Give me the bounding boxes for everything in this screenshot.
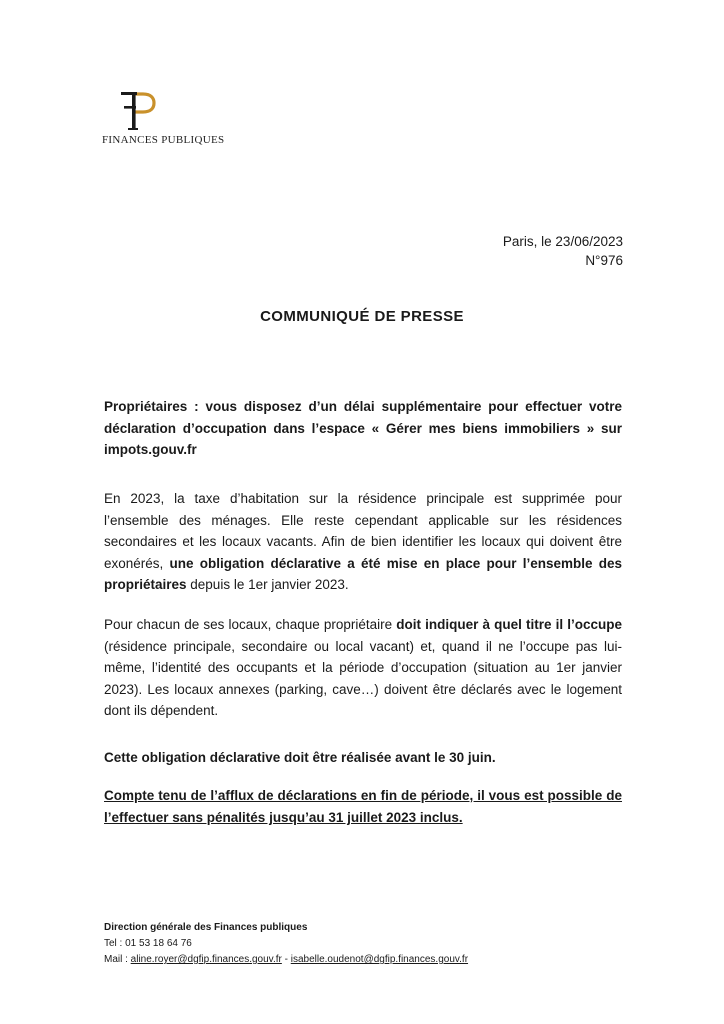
footer-mail (104, 952, 468, 968)
paragraph-text: depuis le 1er janvier 2023. (186, 577, 349, 592)
footer-tel: Tel : 01 53 18 64 76 (104, 938, 192, 949)
paragraph-emphasis: doit indiquer à quel titre il l’occupe (396, 617, 622, 632)
fp-monogram-icon (118, 88, 158, 132)
logo-text: FINANCES PUBLIQUES (102, 134, 225, 146)
lead-paragraph: Propriétaires : vous disposez d’un délai supplémentaire pour effectuer votre déclaration d’occupation dans l’espace « Gérer mes biens immobiliers » sur impots.gouv.fr (104, 399, 622, 457)
footer-org: Direction générale des Finances publiques (104, 922, 308, 933)
contact-footer (104, 920, 468, 968)
document-meta (503, 232, 623, 270)
page-title: COMMUNIQUÉ DE PRESSE (260, 308, 464, 325)
paragraph-text: (résidence principale, secondaire ou local vacant) et, quand il ne l’occupe pas lui-même, l’identité des occupants et la période d’occupation (situation au 1er janvier 2023). Les locaux annexes (parking, cave…) doivent être déclarés avec le logement dont ils dépendent. (104, 638, 622, 718)
mail-label: Mail : (104, 954, 131, 965)
email-separator: - (281, 954, 291, 965)
paragraph-text: Pour chacun de ses locaux, chaque propriétaire (104, 617, 397, 632)
paragraph-declaration (104, 614, 622, 722)
press-release-number: N°976 (585, 253, 623, 268)
extension-paragraph: Compte tenu de l’afflux de déclarations en fin de période, il vous est possible de l’effectuer sans pénalités jusqu’au 31 juillet 2023 inclus. (104, 788, 622, 825)
finances-publiques-logo (102, 88, 225, 146)
paragraph-emphasis: une obligation déclarative a été mise en place pour l’ensemble des propriétaires (104, 555, 622, 592)
location-date: Paris, le 23/06/2023 (502, 234, 623, 249)
paragraph-taxe-habitation (104, 488, 622, 596)
deadline-paragraph: Cette obligation déclarative doit être réalisée avant le 30 juin. (104, 750, 496, 765)
email-link-aline[interactable]: aline.royer@dgfip.finances.gouv.fr (130, 954, 282, 965)
paragraph-text: En 2023, la taxe d’habitation sur la résidence principale est supprimée pour l’ensemble des ménages. Elle reste cependant applicable sur les résidences secondaires et les locaux vacants. Afin de bien identifier les locaux qui doivent être exonérés, (104, 491, 622, 571)
email-link-isabelle[interactable]: isabelle.oudenot@dgfip.finances.gouv.fr (290, 954, 469, 965)
